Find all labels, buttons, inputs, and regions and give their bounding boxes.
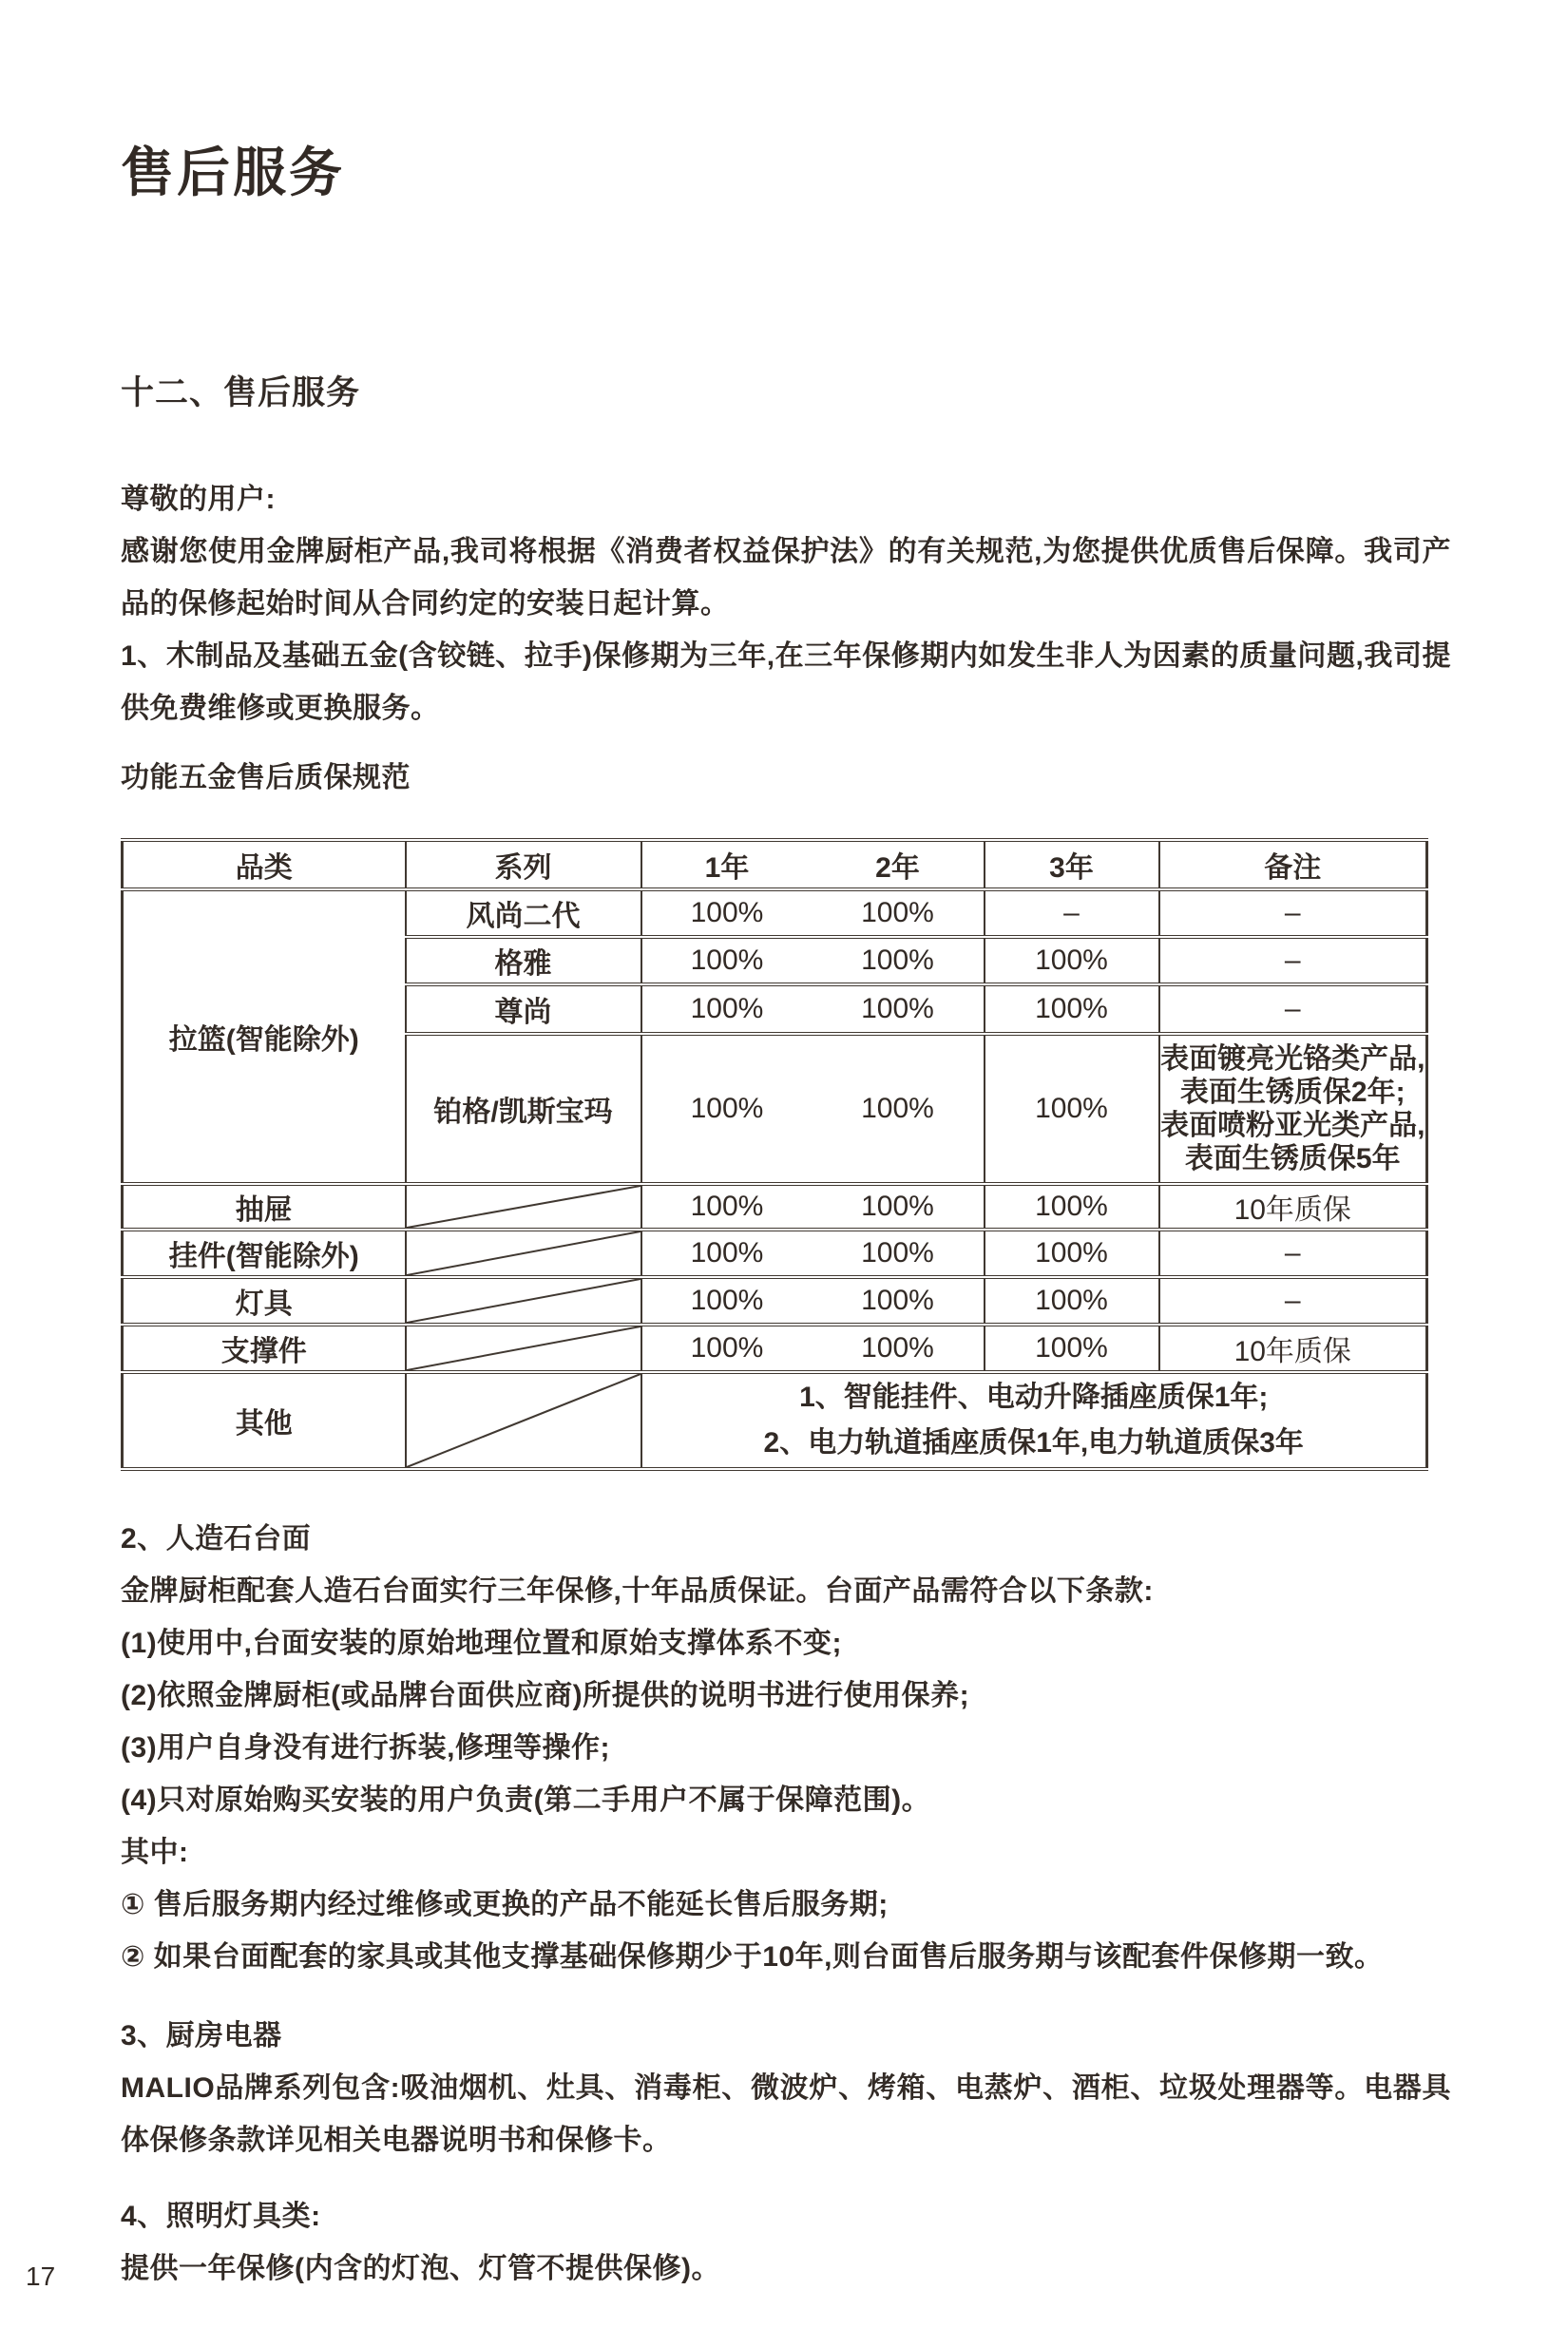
stone-note-1: ① 售后服务期内经过维修或更换的产品不能延长售后服务期; (121, 1889, 889, 1920)
cell-year2: 100% (813, 1034, 985, 1184)
cell-series: 尊尚 (406, 984, 641, 1034)
cell-year3: 100% (985, 1325, 1159, 1372)
other-note-line: 1、智能挂件、电动升降插座质保1年; (799, 1382, 1269, 1413)
table-row (123, 1325, 1427, 1372)
lighting-body: 提供一年保修(内含的灯泡、灯管不提供保修)。 (121, 2253, 720, 2284)
remark-line: 表面生锈质保5年 (1184, 1143, 1401, 1174)
cell-year1: 100% (641, 984, 813, 1034)
stone-clause-3: (3)用户自身没有进行拆装,修理等操作; (121, 1732, 610, 1764)
hardware-warranty-table (121, 838, 1428, 1471)
cell-year3: – (985, 889, 1159, 937)
cell-remark: – (1159, 889, 1427, 937)
diagonal-slash (407, 1231, 641, 1275)
cell-remark: – (1159, 984, 1427, 1034)
cell-series: 铂格/凯斯宝玛 (406, 1034, 641, 1184)
document-content (121, 0, 1451, 2295)
cell-other-notes (641, 1372, 1427, 1469)
remark-line: 表面镀亮光铬类产品, (1160, 1043, 1425, 1075)
stone-intro: 金牌厨柜配套人造石台面实行三年保修,十年品质保证。台面产品需符合以下条款: (121, 1575, 1154, 1607)
cell-remark: – (1159, 1230, 1427, 1277)
cell-category-other: 其他 (123, 1372, 406, 1469)
stone-among-label: 其中: (121, 1837, 189, 1868)
cell-year1: 100% (641, 1184, 813, 1230)
cell-category: 灯具 (123, 1277, 406, 1325)
stone-note-2: ② 如果台面配套的家具或其他支撑基础保修期少于10年,则台面售后服务期与该配套件保修期一致。 (121, 1941, 1384, 1973)
cell-year2: 100% (813, 937, 985, 984)
cell-remark: 10年质保 (1159, 1325, 1427, 1372)
diagonal-slash (407, 1326, 641, 1370)
cell-series: 格雅 (406, 937, 641, 984)
stone-clause-1: (1)使用中,台面安装的原始地理位置和原始支撑体系不变; (121, 1628, 842, 1659)
col-header-remark: 备注 (1159, 840, 1427, 889)
cell-series: 风尚二代 (406, 889, 641, 937)
table-header-row (123, 840, 1427, 889)
cell-year1: 100% (641, 1230, 813, 1277)
diagonal-slash (407, 1374, 641, 1467)
col-header-series: 系列 (406, 840, 641, 889)
page-title: 售后服务 (121, 143, 345, 202)
cell-year2: 100% (813, 984, 985, 1034)
col-header-category: 品类 (123, 840, 406, 889)
cell-series-diagonal (406, 1277, 641, 1325)
stone-clause-4: (4)只对原始购买安装的用户负责(第二手用户不属于保障范围)。 (121, 1784, 931, 1816)
cell-series-diagonal (406, 1184, 641, 1230)
col-header-year3: 3年 (985, 840, 1159, 889)
cell-year3: 100% (985, 937, 1159, 984)
cell-category-baskets: 拉篮(智能除外) (123, 889, 406, 1184)
diagonal-slash (407, 1186, 641, 1228)
other-note-line: 2、电力轨道插座质保1年,电力轨道质保3年 (763, 1427, 1304, 1459)
appliance-section-heading: 3、厨房电器 (121, 2020, 282, 2051)
cell-year3: 100% (985, 1034, 1159, 1184)
stone-section-heading: 2、人造石台面 (121, 1523, 312, 1555)
cell-year1: 100% (641, 889, 813, 937)
remark-line: 表面喷粉亚光类产品, (1160, 1110, 1425, 1141)
diagonal-slash (407, 1279, 641, 1323)
table-row (123, 889, 1427, 937)
warranty-intro-paragraph: 感谢您使用金牌厨柜产品,我司将根据《消费者权益保护法》的有关规范,为您提供优质售后保障。我司产品的保修起始时间从合同约定的安装日起计算。 (121, 536, 1451, 620)
table-row (123, 1277, 1427, 1325)
cell-year2: 100% (813, 1277, 985, 1325)
remark-line: 表面生锈质保2年; (1179, 1077, 1405, 1108)
cell-year3: 100% (985, 1184, 1159, 1230)
table-row (123, 1372, 1427, 1469)
cell-remark: 10年质保 (1159, 1184, 1427, 1230)
col-header-year2: 2年 (813, 840, 985, 889)
cell-year1: 100% (641, 1034, 813, 1184)
table-row (123, 1230, 1427, 1277)
cell-year1: 100% (641, 1325, 813, 1372)
cell-year3: 100% (985, 1277, 1159, 1325)
cell-remark-surface (1159, 1034, 1427, 1184)
salutation: 尊敬的用户: (121, 484, 276, 515)
cell-year2: 100% (813, 1184, 985, 1230)
cell-series-diagonal (406, 1325, 641, 1372)
cell-remark: – (1159, 937, 1427, 984)
wood-hardware-paragraph: 1、木制品及基础五金(含铰链、拉手)保修期为三年,在三年保修期内如发生非人为因素的质量问题,我司提供免费维修或更换服务。 (121, 640, 1451, 724)
cell-category: 挂件(智能除外) (123, 1230, 406, 1277)
cell-year1: 100% (641, 937, 813, 984)
cell-category: 抽屉 (123, 1184, 406, 1230)
table-caption: 功能五金售后质保规范 (121, 762, 411, 793)
cell-category: 支撑件 (123, 1325, 406, 1372)
cell-series-diagonal (406, 1230, 641, 1277)
cell-series-diagonal (406, 1372, 641, 1469)
cell-year3: 100% (985, 984, 1159, 1034)
section-heading-after-sales: 十二、售后服务 (121, 374, 361, 411)
cell-year2: 100% (813, 1325, 985, 1372)
lighting-section-heading: 4、照明灯具类: (121, 2201, 321, 2232)
col-header-year1: 1年 (641, 840, 813, 889)
stone-clause-2: (2)依照金牌厨柜(或品牌台面供应商)所提供的说明书进行使用保养; (121, 1680, 970, 1711)
table-row (123, 1184, 1427, 1230)
cell-year3: 100% (985, 1230, 1159, 1277)
cell-year2: 100% (813, 1230, 985, 1277)
cell-remark: – (1159, 1277, 1427, 1325)
cell-year1: 100% (641, 1277, 813, 1325)
appliance-body: MALIO品牌系列包含:吸油烟机、灶具、消毒柜、微波炉、烤箱、电蒸炉、酒柜、垃圾处理器等。电器具体保修条款详见相关电器说明书和保修卡。 (121, 2072, 1451, 2156)
cell-year2: 100% (813, 889, 985, 937)
page-number: 17 (26, 2261, 56, 2291)
